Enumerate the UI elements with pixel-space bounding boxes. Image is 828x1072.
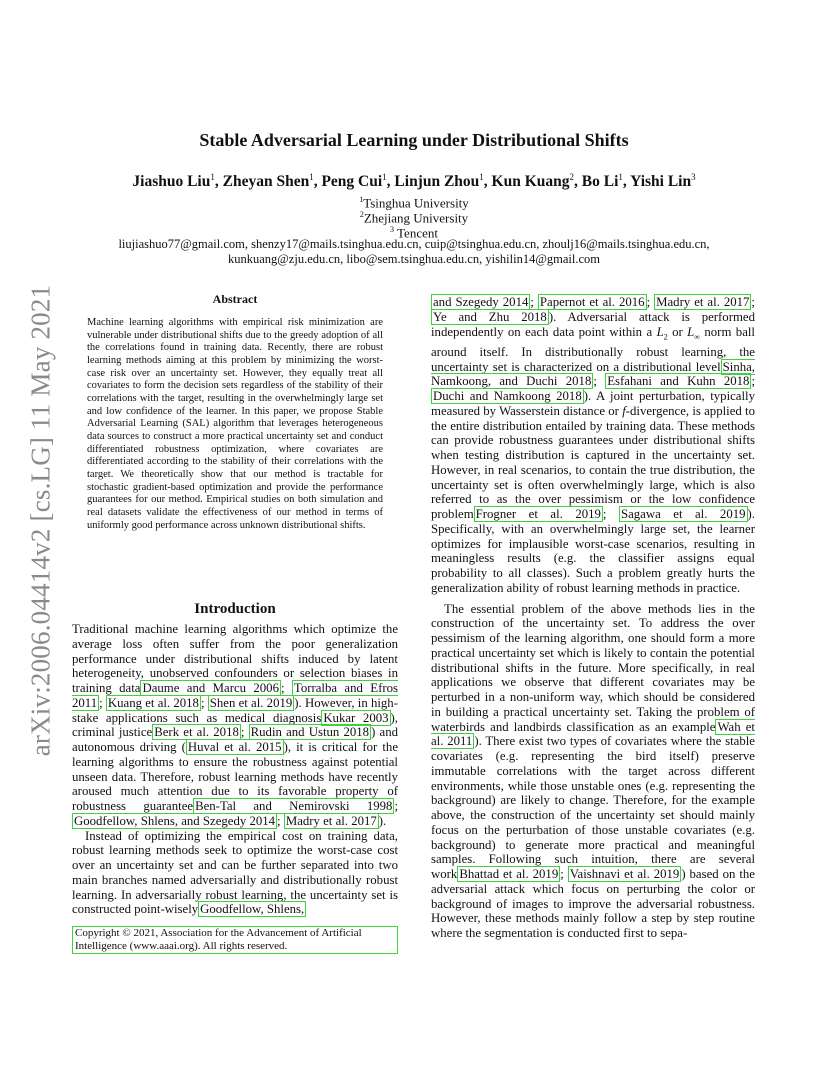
- citation-link[interactable]: Madry et al. 2017: [656, 295, 750, 309]
- citation-link[interactable]: Duchi and Namkoong 2018: [433, 389, 582, 404]
- affiliation-3: $^3$ Tencent: [390, 225, 438, 241]
- citation-link[interactable]: Goodfellow, Shlens,: [200, 902, 305, 917]
- author-affiliation-mark: 1: [382, 172, 387, 182]
- citation-link[interactable]: Vaishnavi et al. 2019: [569, 867, 680, 882]
- citation-link[interactable]: Papernot et al. 2016: [539, 295, 645, 309]
- math-subscript: ∞: [694, 332, 700, 342]
- citation-link[interactable]: Madry et al. 2017: [285, 813, 377, 828]
- citation-link[interactable]: Berk et al. 2018: [154, 725, 239, 740]
- citation-link[interactable]: and Szegedy 2014: [433, 295, 529, 309]
- author-name: Linjun Zhou: [394, 173, 480, 191]
- math-symbol: f: [622, 403, 626, 418]
- citation-link[interactable]: Daume and Marcu 2006: [142, 681, 279, 695]
- math-subscript: 2: [663, 332, 668, 342]
- citation-link[interactable]: Huval et al. 2015: [187, 740, 282, 754]
- citation-link[interactable]: Sinha, Namkoong, and Duchi 2018: [431, 359, 755, 389]
- introduction-heading: Introduction: [194, 601, 276, 617]
- citation-link[interactable]: Ye and Zhu 2018: [433, 309, 547, 324]
- right-paragraph-2: The essential problem of the above methods lies in the construction of the uncertainty set. To address the over pessimism of the learning algorithm, one should form a more practical uncertainty set which is likely to contain the potential distributional shifts in the future. More specifically, in real applications we observe that different covariates may be perturbed in a non-uniform way, which should be considered in building a practical uncertainty set. Taking the problem of waterbirds and landbirds classification as an example Wah et al. 2011 ). There exist two types of covariates where the stable covariates (e.g. representing the bird itself) preserve immutable correlations with the target across different environments, while those unstable ones (e.g. representing the background) are likely to change. Therefore, for the example above, the construction of the uncertainty set should mainly focus on the perturbation of those unstable covariates (e.g. background) to generate more practical and meaningful samples. Following such intuition, there are several work Bhattad et al. 2019 ; Vaishnavi et al. 2019 ) based on the adversarial attack which focus on perturbing the color or background of images to improve the adversarial robustness. However, these methods mainly follow a step by step routine where the segmentation is conducted first to sepa-: [431, 601, 755, 941]
- citation-link[interactable]: Rudin and Ustun 2018: [250, 725, 370, 740]
- author-name: Peng Cui: [321, 173, 383, 191]
- intro-paragraph-1: Traditional machine learning algorithms which optimize the average loss often suffer from the poor generalization performance under distributional shifts induced by latent heterogeneity, unobserved confounders or selection biases in training data Daume and Marcu 2006 ; Torralba and Efros 2011 ; Kuang et al. 2018 ; Shen et al. 2019 ). However, in high-stake applications such as medical diagnosis Kukar 2003 ), criminal justice Berk et al. 2018 ; Rudin and Ustun 2018 ) and autonomous driving ( Huval et al. 2015 ), it is critical for the learning algorithms to ensure the robustness against potential unseen data. Therefore, robust learning methods have recently aroused much attention due to its favorable property of robustness guarantee Ben-Tal and Nemirovski 1998 ; Goodfellow, Shlens, and Szegedy 2014 ; Madry et al. 2017 ).: [72, 622, 399, 828]
- author-emails: liujiashuo77@gmail.com, shenzy17@mails.tsinghua.edu.cn, cuip@tsinghua.edu.cn, zhoulj16@mails.tsinghua.edu.cn, kunkuang@zju.edu.cn, libo@sem.tsinghua.edu.cn, yishilin14@gmail.com: [118, 237, 710, 266]
- right-column-body: [431, 295, 755, 941]
- citation-link[interactable]: Sagawa et al. 2019: [620, 507, 746, 522]
- abstract-heading: Abstract: [212, 292, 258, 306]
- affiliation-2: $^2$Zhejiang University: [359, 210, 469, 226]
- author-affiliation-mark: 2: [569, 172, 575, 182]
- math-symbol: L: [656, 324, 664, 339]
- citation-link[interactable]: Kuang et al. 2018: [107, 695, 199, 710]
- author-name: Bo Li: [581, 173, 619, 191]
- author-name: Kun Kuang: [491, 173, 570, 191]
- citation-link[interactable]: Bhattad et al. 2019: [459, 867, 559, 882]
- copyright-notice[interactable]: Copyright © 2021, Association for the Advancement of Artificial Intelligence (www.aaai.org). All rights reserved.: [72, 926, 398, 954]
- citation-link[interactable]: Shen et al. 2019: [209, 695, 293, 710]
- abstract-text: Machine learning algorithms with empirical risk minimization are vulnerable under distributional shifts due to the greedy adoption of all the correlations found in training data. Recently, there are robust learning methods aiming at this problem by minimizing the worst-case risk over an uncertainty set. However, they equally treat all covariates to form the decision sets regardless of the stability of their correlations with the target, resulting in the overwhelmingly large set and low confidence of the learner. In this paper, we propose Stable Adversarial Learning (SAL) algorithm that leverages heterogeneous data sources to construct a more practical uncertainty set and conduct differentiated robustness optimization, where covariates are differentiated according to the stability of their correlations with the target. We theoretically show that our method is tractable for stochastic gradient-based optimization and provide the performance guarantees for our method. Empirical studies on both simulation and real datasets validate the effectiveness of our method in terms of uniformly good performance across unknown distributional shifts.: [87, 317, 383, 531]
- intro-paragraph-2: Instead of optimizing the empirical cost on training data, robust learning methods seek to optimize the worst-case cost over an uncertainty set and can be further separated into two main branches named adversarially and distributionally robust learning. In adversarially robust learning, the uncertainty set is constructed point-wisely Goodfellow, Shlens,: [72, 828, 398, 917]
- author-list: Jiashuo Liu$^1$, Zheyan Shen$^1$, Peng Cui$^1$, Linjun Zhou$^1$, Kun Kuang$^2$, Bo Li$^1$, Yishi Lin$^3$: [132, 172, 696, 191]
- author-name: Jiashuo Liu: [132, 173, 211, 191]
- math-symbol: L: [687, 324, 695, 339]
- citation-link[interactable]: Wah et al. 2011: [431, 719, 755, 749]
- arxiv-identifier: arXiv:2006.04414v2 [cs.LG] 11 May 2021: [25, 284, 56, 757]
- author-affiliation-mark: 1: [309, 172, 314, 182]
- author-name: Yishi Lin: [630, 173, 692, 191]
- citation-link[interactable]: Frogner et al. 2019: [475, 507, 601, 522]
- author-affiliation-mark: 1: [479, 172, 484, 182]
- citation-link[interactable]: Torralba and Efros 2011: [72, 681, 398, 710]
- right-paragraph-1: and Szegedy 2014 ; Papernot et al. 2016 ; Madry et al. 2017 ; Ye and Zhu 2018 ). Adversarial attack is performed independently on each data point within a $L_2$ or $L_\infty$ norm ball around itself. In distributionally robust learning, the uncertainty set is characterized on a distributional level Sinha, Namkoong, and Duchi 2018 ; Esfahani and Kuhn 2018 ; Duchi and Namkoong 2018 ). A joint perturbation, typically measured by Wasserstein distance or f-divergence, is applied to the entire distribution entailed by training data. These methods can provide robustness guarantees under distributional shifts when testing distribution is captured in the uncertainty set. However, in real scenarios, to contain the true distribution, the uncertainty set is often overwhelmingly large, which is also referred to as the over pessimism or the low confidence problem Frogner et al. 2019 ; Sagawa et al. 2019 ). Specifically, with an overwhelmingly large set, the learner optimizes for implausible worst-case scenarios, resulting in meaningless results (e.g. the classifier assigns equal probability to all classes). Such a problem greatly hurts the generalization ability of robust learning methods in practice.: [431, 295, 755, 595]
- paper-title: Stable Adversarial Learning under Distributional Shifts: [199, 130, 629, 150]
- author-affiliation-mark: 3: [691, 172, 696, 182]
- affiliation-1: $^1$Tsinghua University: [359, 195, 469, 211]
- left-column-body: [72, 622, 398, 917]
- citation-link[interactable]: Kukar 2003: [323, 710, 389, 725]
- citation-link[interactable]: Esfahani and Kuhn 2018: [607, 374, 750, 389]
- author-affiliation-mark: 1: [618, 172, 623, 182]
- author-name: Zheyan Shen: [222, 173, 310, 191]
- citation-link[interactable]: Ben-Tal and Nemirovski 1998: [195, 799, 393, 813]
- citation-link[interactable]: Goodfellow, Shlens, and Szegedy 2014: [74, 813, 276, 828]
- author-affiliation-mark: 1: [210, 172, 215, 182]
